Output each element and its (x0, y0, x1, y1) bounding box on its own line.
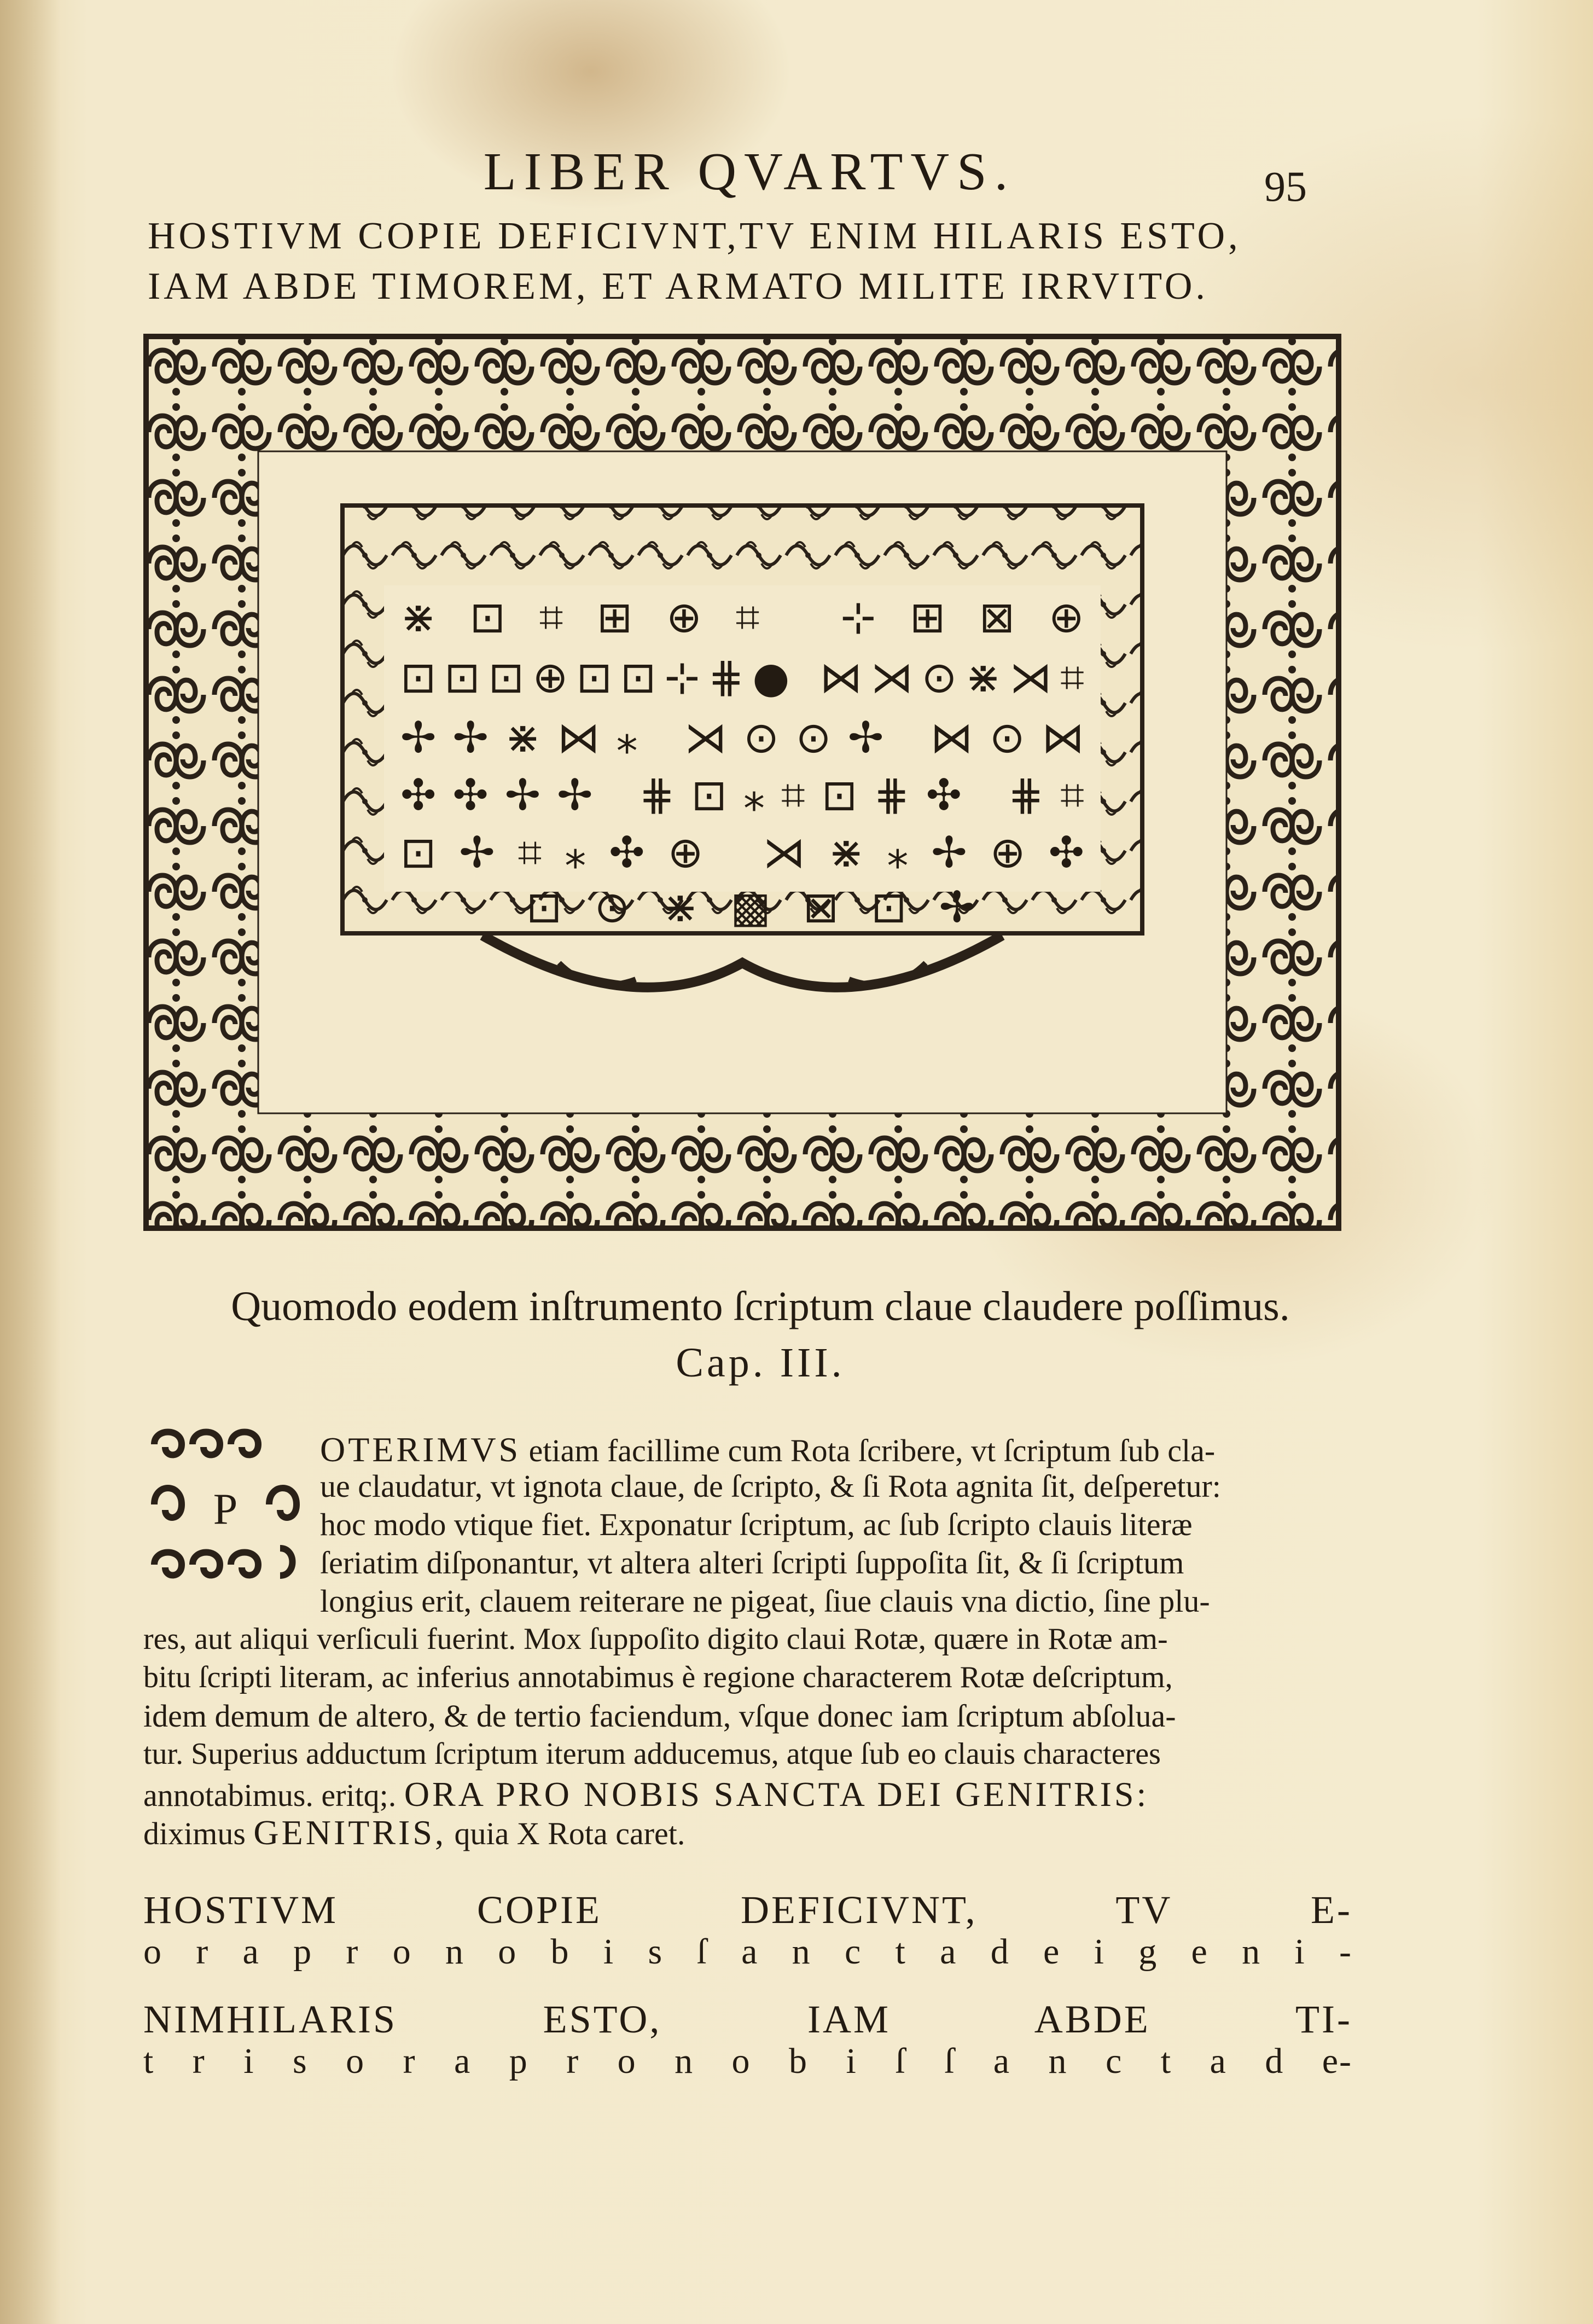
body-line-11-caps: GENITRIS, (253, 1813, 446, 1852)
body-line-10-caps: ORA PRO NOBIS SANCTA DEI GENITRIS: (404, 1775, 1149, 1814)
cipher-row-4: ✣✣✢✢ ⋕⊡⁎⌗⊡⋕✣ ⋕⌗ (400, 771, 1084, 820)
body-line-11-end: quia X Rota caret. (454, 1816, 685, 1851)
body-line-4: ſeriatim diſponantur, vt altera alteri ſcripti ſuppoſita ſit, & ſi ſcriptum (320, 1545, 1184, 1581)
body-line-11 (143, 1815, 685, 1850)
body-line-9: tur. Superius adductum ſcriptum iterum adducemus, atque ſub eo clauis characteres (143, 1737, 1161, 1771)
body-line-8: idem demum de altero, & de tertio faciendum, vſque donec iam ſcriptum abſolua- (143, 1698, 1176, 1734)
cipher-row-1: ⋇⊡⌗⊞⊕⌗ ⊹⊞⊠⊕ (400, 593, 1084, 642)
cipher-plaintext-1: HOSTIVM COPIE DEFICIVNT, TV E- (143, 1888, 1352, 1932)
cipher-plaintext-2: NIMHILARIS ESTO, IAM ABDE TI- (143, 1997, 1352, 2041)
chapter-number: Cap. III. (676, 1340, 845, 1386)
chapter-title: Quomodo eodem inſtrumento ſcriptum claue claudere poſſimus. (231, 1283, 1290, 1329)
initial-letter: P (213, 1485, 238, 1533)
body-line-1-caps: OTERIMVS (320, 1430, 521, 1469)
body-line-3: hoc modo vtique fiet. Exponatur ſcriptum, ac ſub ſcripto clauis literæ (320, 1507, 1193, 1542)
motto-line-1: HOSTIVM COPIE DEFICIVNT,TV ENIM HILARIS ESTO, (148, 215, 1241, 257)
body-line-7: bitu ſcripti literam, ac inferius annotabimus è regione characterem Rotæ deſcriptum, (143, 1660, 1173, 1694)
cipher-row-6: ⊡⊙⋇▩⊠⊡✢ (526, 883, 975, 932)
body-line-10 (143, 1777, 1149, 1812)
page-gutter-shadow (0, 0, 60, 2324)
cipher-row-2: ⊡⊡⊡⊕⊡⊡⊹⋕● ⋈⋊⊙⋇⋊⌗ (400, 653, 1084, 702)
body-line-5: longius erit, clauem reiterare ne pigeat, ſiue clauis vna dictio, ſine plu- (320, 1583, 1210, 1619)
decorated-initial (143, 1422, 307, 1587)
body-line-6: res, aut aliqui verſiculi fuerint. Mox ſuppoſito digito claui Rotæ, quære in Rotæ am- (143, 1622, 1168, 1656)
cipher-row-5: ⊡✢⌗⁎✣⊕ ⋊⋇⁎✢⊕✣ (400, 828, 1084, 878)
page-number: 95 (1264, 162, 1307, 210)
ornamental-frame-illustration (143, 334, 1341, 1231)
cipher-key-1: o r a p r o n o b i s ſ a n c t a d e i g e n i - (143, 1932, 1352, 1972)
running-head: LIBER QVARTVS. (483, 142, 1016, 201)
cipher-key-2: t r i s o r a p r o n o b i ſ ſ a n c t a d e- (143, 2041, 1352, 2081)
body-line-1-rest: etiam facillime cum Rota ſcribere, vt ſcriptum ſub cla- (528, 1433, 1216, 1468)
cipher-row-3: ✢✢⋇⋈⁎ ⋊⊙⊙✢ ⋈⊙⋈ (400, 713, 1084, 763)
motto-line-2: IAM ABDE TIMOREM, ET ARMATO MILITE IRRVITO. (148, 265, 1208, 307)
body-line-1 (320, 1432, 1215, 1467)
body-line-10-start: annotabimus. eritq;. (143, 1777, 397, 1813)
body-line-11-start: diximus (143, 1816, 246, 1851)
body-line-2: ue claudatur, vt ignota claue, de ſcripto, & ſi Rota agnita ſit, deſperetur: (320, 1468, 1221, 1504)
